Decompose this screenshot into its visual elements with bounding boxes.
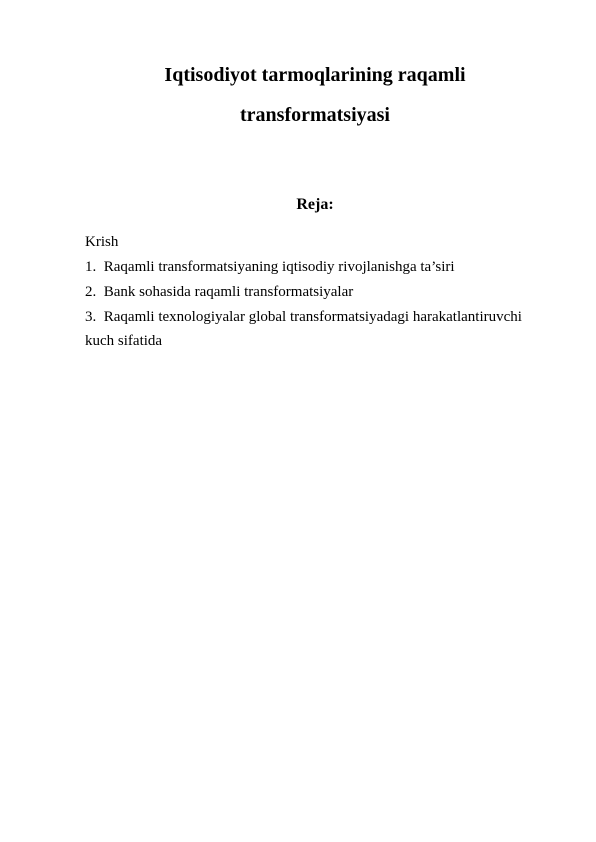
plan-item-text: Bank sohasida raqamli transformatsiyalar [103, 284, 354, 300]
plan-item-text: Raqamli texnologiyalar global transformatsiyadagi harakatlantiruvchi [103, 309, 522, 325]
plan-item-number: 2. [85, 284, 97, 300]
document-title-line-1: Iqtisodiyot tarmoqlarining raqamli [164, 64, 466, 86]
plan-item-number: 3. [85, 309, 97, 325]
plan-heading: Reja: [296, 196, 334, 213]
plan-item [85, 283, 555, 308]
plan-item-continuation: kuch sifatida [85, 333, 163, 349]
plan-item [85, 258, 555, 283]
plan-item [85, 308, 555, 332]
plan-item-text: Raqamli transformatsiyaning iqtisodiy rivojlanishga ta’siri [103, 259, 455, 275]
plan-item-number: 1. [85, 259, 97, 275]
plan-intro: Krish [85, 234, 119, 250]
plan-list [85, 233, 555, 357]
document-title-line-2: transformatsiyasi [240, 104, 390, 126]
